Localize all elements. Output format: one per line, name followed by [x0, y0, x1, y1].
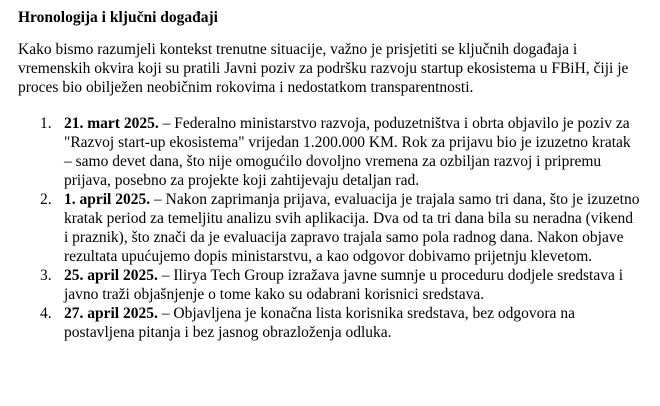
event-text: – Ilirya Tech Group izražava javne sumnje u proceduru dodjele sredstava i javno traži objašnjenje o tome kako su odabrani korisnici sredstava. [64, 267, 624, 303]
event-date: 21. mart 2025. [64, 115, 159, 132]
list-item-number: 1. [40, 115, 52, 132]
list-item-number: 3. [40, 267, 52, 284]
event-text: – Federalno ministarstvo razvoja, poduzetništva i obrta objavilo je poziv za "Razvoj start-up ekosistema" vrijedan 1.200.000 KM. Rok za prijavu bio je izuzetno kratak – samo devet dana, što nije omogućilo dovoljno vremena za ozbiljan razvoj i pripremu prijava, posebno za projekte koji zahtijevaju detaljan rad. [64, 115, 631, 189]
list-item-number: 4. [40, 305, 52, 322]
list-item-event-1 [18, 114, 640, 190]
event-text: – Objavljena je konačna lista korisnika sredstava, bez odgovora na postavljena pitanja i bez jasnog obrazloženja odluka. [64, 305, 575, 341]
event-text: – Nakon zaprimanja prijava, evaluacija je trajala samo tri dana, što je izuzetno kratak period za temeljitu analizu svih aplikacija. Dva od ta tri dana bila su neradna (vikend i praznik), što znači da je evaluacija zapravo trajala samo pola radnog dana. Nakon objave rezultata upućujemo dopis ministarstvu, a kao odgovor dobivamo prijetnju klevetom. [64, 191, 640, 265]
event-date: 27. april 2025. [64, 305, 158, 322]
intro-paragraph: Kako bismo razumjeli kontekst trenutne situacije, važno je prisjetiti se ključnih događaja i vremenskih okvira koji su pratili Javni poziv za podršku razvoju startup ekosistema u FBiH, čiji je proces bio obilježen neobičnim rokovima i nedostatkom transparentnosti. [18, 41, 629, 96]
event-date: 1. april 2025. [64, 191, 151, 208]
list-item-event-3 [18, 266, 640, 304]
section-heading: Hronologija i ključni događaji [18, 9, 218, 26]
events-list [18, 114, 640, 342]
event-date: 25. april 2025. [64, 267, 158, 284]
list-item-event-4 [18, 304, 640, 342]
list-item-event-2 [18, 190, 640, 266]
list-item-number: 2. [40, 191, 52, 208]
